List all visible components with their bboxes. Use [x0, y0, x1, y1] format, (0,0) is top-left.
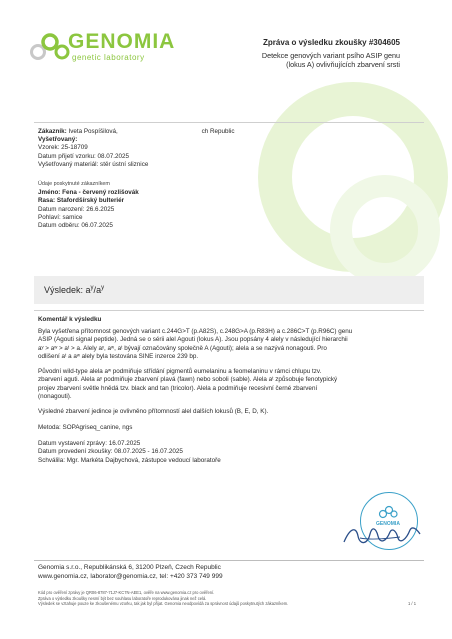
report-dates [38, 440, 423, 465]
genomia-logo-icon [30, 30, 70, 62]
brand-tagline: genetic laboratory [72, 53, 145, 62]
report-subtitle [210, 51, 400, 70]
animal-name-label: Jméno: [38, 189, 61, 197]
performed-dates: Datum provedení zkoušky: 08.07.2025 - 16.07.2025 [38, 448, 183, 456]
comment-p1-line-2: ASIP (Agouti signal peptide). Jedná se o sérii alel Agouti (lokus A). Jsou popsány 4 alely v následující hierarchii [38, 336, 348, 344]
sample-section [38, 128, 234, 169]
comment-heading: Komentář k výsledku [38, 316, 102, 323]
result-divider [34, 310, 424, 311]
fineprint-line-3: Výsledek se vztahuje pouze ke zkoušenému vzorku, tak jak byl přijat. Genomia neodpovídá za správnost údajů poskytnutých zákazníkem. [38, 601, 289, 607]
stamp-logo-icon [378, 505, 398, 519]
fineprint-line-2: Zpráva o výsledku zkoušky nesmí být bez souhlasu laboratoře reprodukována jinak než celá. [38, 595, 207, 601]
genotype-separator: / [93, 285, 97, 295]
customer-country: ch Republic [201, 128, 235, 135]
genotype-allele-2: a [96, 285, 102, 295]
comment-p2-line-3: projev zbarvení světle hnědá tzv. black and tan (tricolor). Alela a podmiňuje recesivní černé zbarvení [38, 384, 318, 392]
comment-p1-line-3: aʸ > aʷ > aᵗ > a. Alely aʸ, aʷ, aᵗ bývají označovány společně A (Agouti); alela a se nazývá nonagouti. Pro [38, 344, 327, 352]
report-subtitle-line-2: (lokus A) ovlivňujících zbarvení srsti [286, 60, 400, 70]
result-line [44, 285, 104, 295]
birth-date: Datum narození: 26.6.2025 [38, 205, 115, 213]
sample-material: Vyšetřovaný materiál: stěr ústní sliznice [38, 160, 149, 168]
examined-heading: Vyšetřovaný: [38, 136, 78, 144]
genotype-allele-1-sup: y [90, 285, 94, 291]
method-line: Metoda: SOPAgriseq_canine, ngs [38, 424, 133, 431]
received-date: Datum přijetí vzorku: 08.07.2025 [38, 152, 130, 160]
animal-sex: Pohlaví: samice [38, 213, 83, 221]
animal-breed: Stafordšírský bulteriér [56, 197, 125, 205]
comment-paragraph-3: Výsledné zbarvení jedince je ovlivněno přítomností alel dalších lokusů (B, E, D, K). [38, 408, 269, 415]
header-divider [34, 122, 424, 123]
genotype-allele-1: a [85, 285, 91, 295]
customer-line [38, 128, 234, 136]
comment-p1-line-4: odlišení aᵗ a aʷ alely byla testována SINE inzerce 239 bp. [38, 353, 199, 361]
comment-paragraph-2 [38, 368, 423, 402]
brand-name: GENOMIA [68, 30, 176, 53]
animal-note: Údaje poskytnuté zákazníkem [38, 181, 110, 187]
comment-p2-line-4: (nonagouti). [38, 393, 72, 401]
sample-number: Vzorek: 25-18709 [38, 144, 88, 152]
comment-paragraph-1 [38, 328, 423, 362]
animal-breed-line [38, 197, 139, 205]
fineprint-line-1: Kód pro ověření zprávy je QR06-8787-71J7-KC7N-AEE1, ověře na www.genomia.cz pro ověření. [38, 590, 215, 595]
comment-p1-line-1: Byla vyšetřena přítomnost genových variant c.244G>T (p.A82S), c.248G>A (p.R83H) a c.286C>T (p.R96C) genu [38, 328, 353, 335]
footer-address: Genomia s.r.o., Republikánská 6, 31200 Plzeň, Czech Republic [38, 564, 221, 571]
animal-name-line [38, 189, 139, 197]
signature [340, 520, 424, 550]
issued-date: Datum vystavení zprávy: 16.07.2025 [38, 440, 141, 447]
comment-p2-line-1: Původní wild-type alela aʷ podmiňuje střídání pigmentů eumelaninu a feomelaninu v rámci chlupu tzv. [38, 368, 322, 375]
report-title: Zpráva o výsledku zkoušky #304605 [263, 38, 400, 47]
comment-p2-line-2: zbarvení aguti. Alela aʸ podmiňuje zbarvení plavá (fawn) nebo soboli (sable). Alela aᵗ způsobuje fenotypický [38, 376, 338, 384]
footer-contact [38, 563, 223, 581]
footer-contacts: www.genomia.cz, laborator@genomia.cz, tel: +420 373 749 999 [38, 573, 223, 580]
genotype-allele-2-sup: y [101, 285, 105, 291]
footer-divider [34, 560, 424, 561]
animal-breed-label: Rasa: [38, 197, 56, 205]
result-label: Výsledek: [44, 285, 86, 295]
collection-date: Datum odběru: 06.07.2025 [38, 222, 113, 230]
customer-label: Zákazník: [38, 128, 67, 135]
decor-ring-small [330, 175, 440, 285]
stamp-text: GENOMIA [376, 521, 400, 527]
animal-section [38, 180, 139, 230]
report-subtitle-line-1: Detekce genových variant psího ASIP genu [261, 51, 400, 60]
animal-name: Fena - červený rozlišovák [62, 189, 139, 197]
approved-by: Schválila: Mgr. Markéta Dajbychová, zástupce vedoucí laboratoře [38, 456, 221, 464]
customer-name: Iveta Pospíšilová, [68, 128, 120, 135]
page-number: 1 / 1 [408, 601, 416, 606]
footer-fineprint [38, 590, 288, 607]
